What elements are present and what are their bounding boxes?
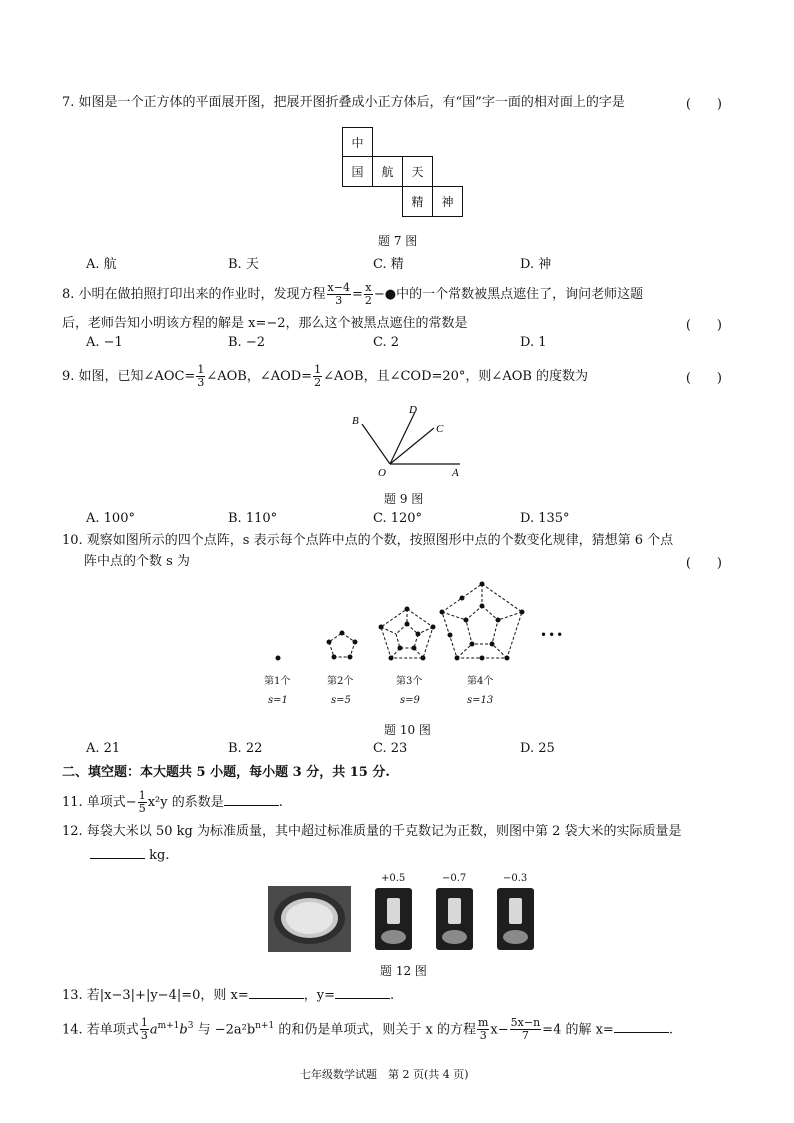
q7-option-b[interactable]: B. 天 <box>228 257 259 272</box>
fig3-label: 第3个 <box>396 676 423 687</box>
q8-option-c[interactable]: C. 2 <box>373 335 400 350</box>
q11-answer-blank[interactable] <box>224 791 279 806</box>
q12-unit: kg. <box>149 848 170 863</box>
q12-caption: 题 12 图 <box>380 964 427 978</box>
fig4-pentagon <box>440 582 525 661</box>
q14-frac1-num: 1 <box>140 1016 148 1030</box>
fig4-label: 第4个 <box>467 676 494 687</box>
q11-line <box>62 790 283 815</box>
q9-frac2-den: 2 <box>314 376 322 389</box>
q8-eq: = <box>351 287 363 302</box>
bag-3-label: −0.3 <box>503 873 528 884</box>
q9-frac2 <box>313 364 322 389</box>
q14-frac2-num: m <box>477 1016 489 1030</box>
q10-line2: 阵中点的个数 s 为 <box>84 554 190 569</box>
q9-text-2: ∠AOB，∠AOD= <box>206 369 313 384</box>
q8-frac1-den: 3 <box>335 294 343 307</box>
q10-option-c[interactable]: C. 23 <box>373 741 408 756</box>
q8-option-b[interactable]: B. −2 <box>228 335 265 350</box>
q7-caption: 题 7 图 <box>378 234 418 248</box>
q9-paren: ( ) <box>685 371 722 386</box>
q13-line <box>62 984 394 1006</box>
q9-option-c[interactable]: C. 120° <box>373 511 423 526</box>
q10-option-d[interactable]: D. 25 <box>520 741 555 756</box>
q12-answer-blank[interactable] <box>90 844 145 859</box>
q13-x-blank[interactable] <box>249 984 304 999</box>
q14-var-b: b <box>179 1022 188 1038</box>
q14-answer-blank[interactable] <box>614 1018 669 1033</box>
q14-text-i: . <box>668 1022 673 1038</box>
net-cell-5: 精 <box>402 186 433 217</box>
bag-1-label: +0.5 <box>381 873 406 884</box>
q11-frac-num: 1 <box>138 789 146 802</box>
q14-line <box>62 1016 673 1042</box>
label-o: O <box>378 467 386 479</box>
q11-text-b: x²y 的系数是 <box>147 795 224 810</box>
q9-text-1: 9. 如图，已知∠AOC= <box>62 369 196 384</box>
q7-option-c[interactable]: C. 精 <box>373 257 404 272</box>
q8-option-d[interactable]: D. 1 <box>520 335 547 350</box>
rice-bag-3 <box>497 888 534 950</box>
q8-frac2 <box>364 282 373 307</box>
net-cell-1: 中 <box>342 127 373 158</box>
q14-frac3-den: 7 <box>521 1029 529 1043</box>
q10-option-a[interactable]: A. 21 <box>86 741 121 756</box>
q13-text-a: 13. 若|x−3|+|y−4|=0，则 x= <box>62 988 249 1003</box>
q10-paren: ( ) <box>685 556 722 571</box>
q12-line1: 12. 每袋大米以 50 kg 为标准质量，其中超过标准质量的千克数记为正数，则图中第 2 袋大米的实际质量是 <box>62 824 682 839</box>
q9-text-3: ∠AOB，且∠COD=20°，则∠AOB 的度数为 <box>323 369 589 384</box>
q9-caption: 题 9 图 <box>384 492 424 506</box>
q7-option-d[interactable]: D. 神 <box>520 257 552 272</box>
rice-bag-2 <box>436 888 473 950</box>
label-b: B <box>352 415 359 427</box>
net-cell-6: 神 <box>432 186 463 217</box>
q14-text-a: 14. 若单项式 <box>62 1022 139 1038</box>
ray-oc <box>390 428 434 464</box>
q12-line2 <box>90 844 169 866</box>
section-2-heading: 二、填空题：本大题共 5 小题，每小题 3 分，共 15 分. <box>62 765 390 780</box>
q8-text-b: −●中的一个常数被黑点遮住了，询问老师这题 <box>373 287 644 302</box>
fig1-dot <box>276 656 281 661</box>
q13-text-b: ，y= <box>303 988 335 1003</box>
q11-frac-den: 5 <box>138 802 146 815</box>
q10-line1: 10. 观察如图所示的四个点阵，s 表示每个点阵中点的个数，按照图形中点的个数变化规律，猜想第 6 个点 <box>62 533 674 548</box>
q9-frac1 <box>196 364 205 389</box>
rice-bowl-photo <box>268 886 351 952</box>
angle-diagram <box>340 400 470 480</box>
q14-sup3: n+1 <box>255 1021 275 1031</box>
q8-frac1-num: x−4 <box>327 281 350 294</box>
q10-caption: 题 10 图 <box>384 723 431 737</box>
q8-paren: ( ) <box>685 318 722 333</box>
q14-frac3-num: 5x−n <box>510 1016 541 1030</box>
q14-text-d: 与 −2a²b <box>193 1022 256 1038</box>
q14-frac1-den: 3 <box>140 1029 148 1043</box>
q8-frac2-den: 2 <box>364 294 372 307</box>
q14-text-h: =4 的解 x= <box>542 1022 614 1038</box>
q14-frac3 <box>510 1017 542 1042</box>
net-cell-3: 航 <box>372 156 403 187</box>
q13-text-c: . <box>390 988 395 1003</box>
q9-option-b[interactable]: B. 110° <box>228 511 278 526</box>
q9-frac2-num: 1 <box>314 363 322 376</box>
q14-frac2 <box>477 1017 489 1042</box>
q8-line2: 后，老师告知小明该方程的解是 x=−2，那么这个被黑点遮住的常数是 <box>62 316 468 331</box>
fig3-s: s=9 <box>400 695 420 706</box>
q9-option-a[interactable]: A. 100° <box>86 511 135 526</box>
q14-text-e: 的和仍是单项式，则关于 x 的方程 <box>274 1022 476 1038</box>
q8-frac1 <box>327 282 351 307</box>
fig3-pentagon <box>379 607 436 661</box>
fig2-s: s=5 <box>331 695 351 706</box>
q7-text: 7. 如图是一个正方体的平面展开图，把展开图折叠成小正方体后，有“国”字一面的相对面上的字是 <box>62 95 625 110</box>
fig1-s: s=1 <box>268 695 288 706</box>
bag-2-label: −0.7 <box>442 873 467 884</box>
q14-sup1: m+1 <box>157 1021 180 1031</box>
q7-paren: ( ) <box>685 97 722 112</box>
label-a: A <box>452 467 459 479</box>
q9-frac1-num: 1 <box>197 363 205 376</box>
q13-y-blank[interactable] <box>335 984 390 999</box>
fig4-s: s=13 <box>467 695 494 706</box>
q9-line <box>62 364 588 389</box>
q8-frac2-num: x <box>365 281 372 294</box>
q9-frac1-den: 3 <box>197 376 205 389</box>
fig2-label: 第2个 <box>327 676 354 687</box>
net-cell-4: 天 <box>402 156 433 187</box>
ellipsis-dots: ••• <box>540 628 565 642</box>
q11-frac <box>138 790 147 815</box>
q11-text-a: 11. 单项式− <box>62 795 137 810</box>
ray-od <box>390 412 415 464</box>
q8-text-a: 8. 小明在做拍照打印出来的作业时，发现方程 <box>62 287 326 302</box>
page-footer: 七年级数学试题 第 2 页(共 4 页) <box>300 1068 469 1081</box>
label-d: D <box>409 404 417 416</box>
q10-option-b[interactable]: B. 22 <box>228 741 263 756</box>
ray-ob <box>362 424 390 464</box>
fig1-label: 第1个 <box>264 676 291 687</box>
dot-patterns <box>260 578 580 663</box>
q14-frac2-den: 3 <box>479 1029 487 1043</box>
label-c: C <box>436 423 444 435</box>
q8-option-a[interactable]: A. −1 <box>86 335 123 350</box>
q11-text-c: . <box>278 795 283 810</box>
q14-sup2: 3 <box>187 1021 194 1031</box>
q14-text-g: x− <box>490 1022 509 1038</box>
q7-option-a[interactable]: A. 航 <box>86 257 117 272</box>
q8-line1 <box>62 282 643 307</box>
q14-var-a: a <box>149 1022 158 1038</box>
q14-frac1 <box>140 1017 149 1042</box>
net-cell-2: 国 <box>342 156 373 187</box>
q9-option-d[interactable]: D. 135° <box>520 511 570 526</box>
fig2-pentagon <box>327 631 358 660</box>
rice-bag-1 <box>375 888 412 950</box>
